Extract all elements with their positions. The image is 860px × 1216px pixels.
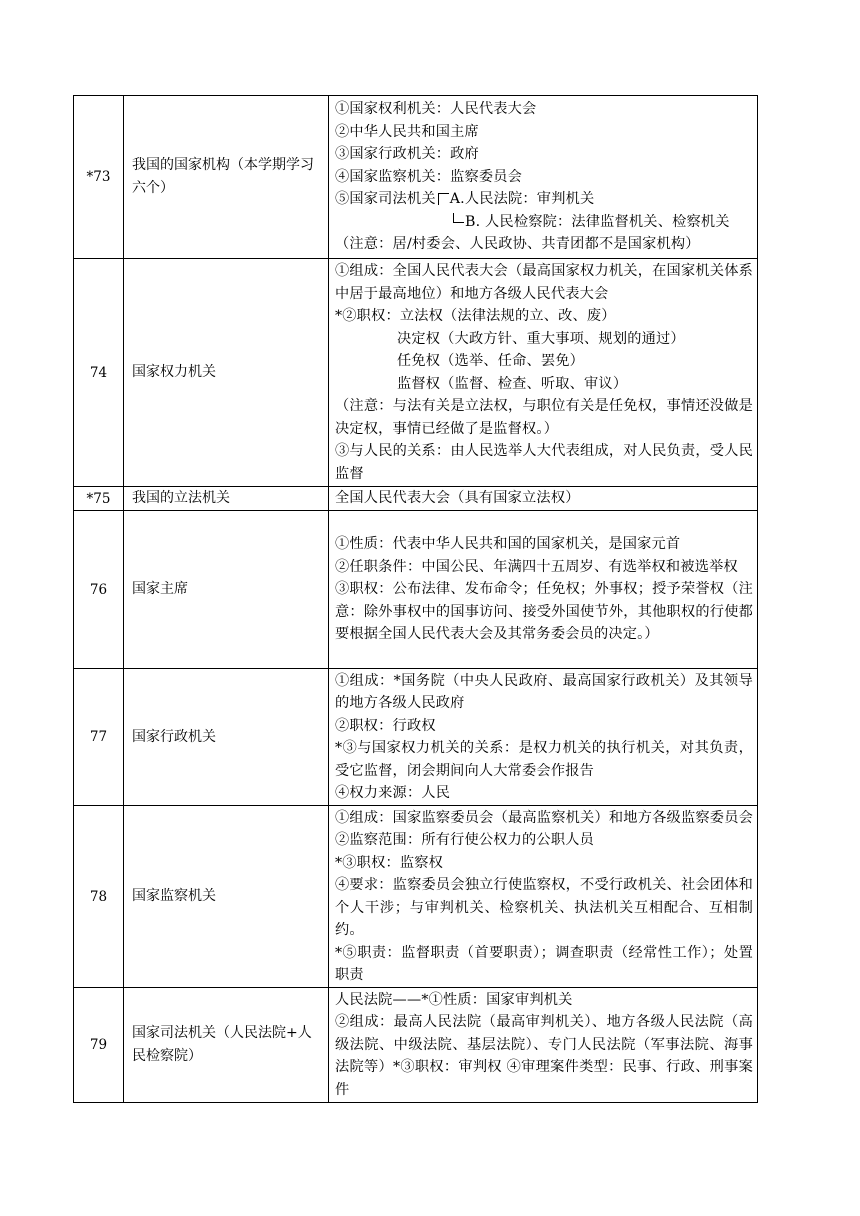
content-line: *③与国家权力机关的关系：是权力机关的执行机关，对其负责，受它监督，闭会期间向人大常委会作报告 bbox=[335, 740, 753, 779]
content-line: ④要求：监察委员会独立行使监察权，不受行政机关、社会团体和个人干涉；与审判机关、检察机关、执法机关互相配合、互相制约。 bbox=[335, 877, 753, 938]
table-row bbox=[74, 988, 758, 1103]
row-topic: 国家司法机关（人民法院+人民检察院） bbox=[124, 988, 329, 1103]
knowledge-table bbox=[73, 95, 758, 1103]
content-line: 任免权（选举、任命、罢免） bbox=[397, 353, 585, 369]
table-row bbox=[74, 487, 758, 511]
row-topic: 国家行政机关 bbox=[124, 669, 329, 806]
table-row bbox=[74, 806, 758, 988]
row-content bbox=[329, 988, 758, 1103]
row-topic: 我国的立法机关 bbox=[124, 487, 329, 511]
table-row bbox=[74, 96, 758, 259]
content-line: ①国家权利机关：人民代表大会 bbox=[335, 101, 537, 118]
content-line: *②职权：立法权（法律法规的立、改、废） bbox=[335, 308, 616, 324]
content-line: （注意：居/村委会、人民政协、共青团都不是国家机构） bbox=[335, 236, 700, 253]
content-line: ①组成：国家监察委员会（最高监察机关）和地方各级监察委员会 ②监察范围：所有行使公权力的公职人员 bbox=[335, 809, 753, 848]
content-line: ②中华人民共和国主席 bbox=[335, 123, 479, 140]
content-line: 人民法院——*①性质：国家审判机关 bbox=[335, 991, 573, 1008]
content-text: A.人民法院：审判机关 bbox=[449, 191, 595, 208]
content-line: ②组成：最高人民法院（最高审判机关）、地方各级人民法院（高级法院、中级法院、基层法院）、专门人民法院（军事法院、海事法院等）*③职权：审判权 ④审理案件类型：民事、行政、刑事案件 bbox=[335, 1014, 753, 1098]
row-number: *73 bbox=[74, 96, 124, 259]
content-line: ④国家监察机关：监察委员会 bbox=[335, 168, 523, 185]
content-line: （注意：与法有关是立法权，与职位有关是任免权，事情还没做是决定权，事情已经做了是监督权。） bbox=[335, 398, 753, 437]
content-line: 全国人民代表大会（具有国家立法权） bbox=[335, 490, 580, 507]
row-content bbox=[329, 669, 758, 806]
content-line: *③职权：监察权 bbox=[335, 854, 444, 871]
content-line: ③与人民的关系：由人民选举人大代表组成，对人民负责，受人民监督 bbox=[335, 443, 753, 482]
content-line: 监督权（监督、检查、听取、审议） bbox=[397, 375, 628, 392]
row-content bbox=[329, 511, 758, 669]
content-line: ①性质：代表中华人民共和国的国家机关，是国家元首 bbox=[335, 536, 681, 553]
bracket-icon bbox=[453, 213, 464, 223]
row-content bbox=[329, 806, 758, 988]
content-text: ⑤国家司法机关 bbox=[335, 191, 436, 208]
row-number: 76 bbox=[74, 511, 124, 669]
table-row bbox=[74, 259, 758, 487]
content-line: ②职权：行政权 bbox=[335, 717, 436, 734]
bracket-icon bbox=[438, 193, 449, 205]
row-topic: 国家主席 bbox=[124, 511, 329, 669]
content-line: 决定权（大政方针、重大事项、规划的通过） bbox=[397, 330, 685, 347]
content-line: *⑤职责：监督职责（首要职责）；调查职责（经常性工作）；处置职责 bbox=[335, 944, 753, 983]
row-number: *75 bbox=[74, 487, 124, 511]
row-content bbox=[329, 259, 758, 487]
row-number: 74 bbox=[74, 259, 124, 487]
row-number: 77 bbox=[74, 669, 124, 806]
row-topic: 我国的国家机构（本学期学习六个） bbox=[124, 96, 329, 259]
row-topic: 国家监察机关 bbox=[124, 806, 329, 988]
row-topic: 国家权力机关 bbox=[124, 259, 329, 487]
content-line bbox=[335, 211, 753, 234]
content-line: ④权力来源：人民 bbox=[335, 785, 451, 801]
content-text: B. 人民检察院：法律监督机关、检察机关 bbox=[465, 213, 730, 230]
row-content bbox=[329, 96, 758, 259]
row-content bbox=[329, 487, 758, 511]
row-number: 78 bbox=[74, 806, 124, 988]
table-row bbox=[74, 511, 758, 669]
content-line bbox=[335, 188, 753, 211]
row-number: 79 bbox=[74, 988, 124, 1103]
content-line: ②任职条件：中国公民、年满四十五周岁、有选举权和被选举权 bbox=[335, 558, 738, 575]
content-line: ③国家行政机关：政府 bbox=[335, 146, 479, 163]
content-line: ①组成：*国务院（中央人民政府、最高国家行政机关）及其领导的地方各级人民政府 bbox=[335, 672, 753, 711]
table-row bbox=[74, 669, 758, 806]
content-line: ①组成：全国人民代表大会（最高国家权力机关，在国家机关体系中居于最高地位）和地方各级人民代表大会 bbox=[335, 263, 753, 302]
content-line: ③职权：公布法律、发布命令；任免权；外事权；授予荣誉权（注意：除外事权中的国事访问、接受外国使节外，其他职权的行使都要根据全国人民代表大会及其常务委会员的决定。） bbox=[335, 581, 753, 643]
